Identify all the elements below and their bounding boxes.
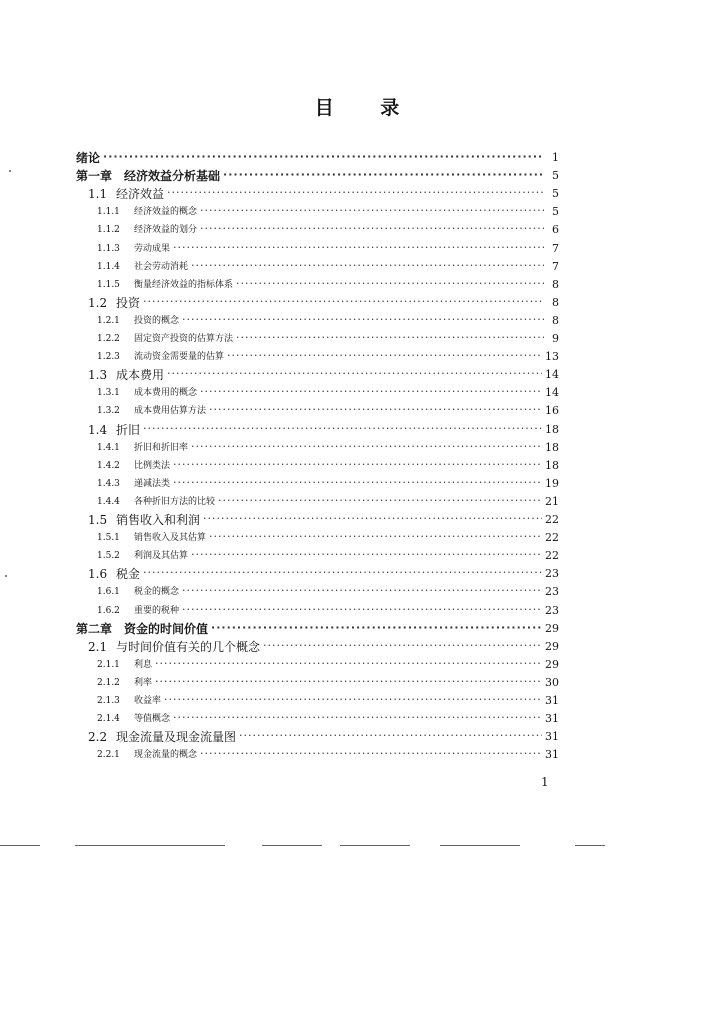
toc-entry-title: 利率 xyxy=(134,677,153,688)
dot-leader xyxy=(167,366,542,384)
toc-entry xyxy=(76,149,559,167)
dot-leader xyxy=(182,583,542,601)
dot-leader xyxy=(173,710,542,728)
toc-entry-number: 1.6 xyxy=(88,567,108,582)
toc-entry xyxy=(88,565,559,583)
toc-entry-page: 22 xyxy=(545,531,559,545)
toc-entry xyxy=(97,493,559,511)
toc-entry-number: 1.2.1 xyxy=(97,315,120,326)
toc-entry-number: 2.1.3 xyxy=(97,696,120,706)
toc-entry-title: 现金流量及现金流量图 xyxy=(116,730,237,745)
toc-entry-number: 1.5.2 xyxy=(97,551,120,562)
dot-leader xyxy=(200,203,544,221)
toc-entry-number: 2.1.4 xyxy=(97,714,120,725)
toc-entry-heading xyxy=(76,620,208,638)
toc-entry xyxy=(97,402,559,420)
toc-entry-number: 1.1.1 xyxy=(97,207,120,218)
toc-entry-title: 与时间价值有关的几个概念 xyxy=(116,639,261,654)
toc-entry xyxy=(97,312,559,330)
toc-entry-page: 14 xyxy=(545,386,559,400)
toc-entry xyxy=(88,728,559,746)
toc-entry-title: 成本费用 xyxy=(116,368,165,383)
toc-entry-page: 8 xyxy=(552,277,559,291)
toc-entry-number: 2.1.1 xyxy=(97,659,120,670)
scan-artifact-line xyxy=(440,845,520,846)
toc-entry-page: 5 xyxy=(552,205,559,219)
toc-entry-title: 现金流量的概念 xyxy=(134,750,198,761)
toc-entry-heading xyxy=(97,384,197,402)
toc-entry-number: 1.3 xyxy=(88,368,108,383)
toc-entry xyxy=(88,185,559,203)
dot-leader xyxy=(209,529,542,547)
toc-entry-heading xyxy=(97,692,161,710)
dot-leader xyxy=(143,294,544,312)
scan-speck xyxy=(9,170,11,172)
toc-entry-heading xyxy=(97,493,215,511)
toc-entry-heading xyxy=(97,583,179,601)
toc-entry xyxy=(88,421,559,439)
dot-leader xyxy=(191,547,542,565)
scan-artifact-line xyxy=(75,845,225,846)
toc-entry-number: 1.4.2 xyxy=(97,460,120,471)
toc-entry-number: 1.5 xyxy=(88,513,108,527)
toc-entry xyxy=(97,475,559,493)
toc-entry xyxy=(97,384,559,402)
toc-entry xyxy=(97,258,559,276)
toc-entry-number: 1.2 xyxy=(88,295,108,310)
toc-entry-page: 21 xyxy=(545,494,559,508)
toc-entry-title: 投资 xyxy=(116,295,141,310)
toc-entry xyxy=(97,203,559,221)
toc-entry-heading xyxy=(88,185,164,203)
toc-entry-title: 递减法类 xyxy=(134,478,171,489)
toc-entry-page: 23 xyxy=(545,567,559,581)
toc-entry-title: 成本费用的概念 xyxy=(134,388,198,399)
toc-entry-title: 劳动成果 xyxy=(134,243,171,254)
toc-entry-heading xyxy=(97,475,170,493)
toc-entry xyxy=(88,294,559,312)
dot-leader xyxy=(182,602,542,620)
dot-leader xyxy=(239,728,542,746)
toc-entry-heading xyxy=(97,457,170,475)
dot-leader xyxy=(200,384,542,402)
toc-entry-page: 1 xyxy=(552,151,559,164)
toc-entry-heading xyxy=(88,638,260,656)
toc-entry xyxy=(97,276,559,294)
toc-entry-page: 22 xyxy=(545,513,559,526)
toc-entry-title: 销售收入及其估算 xyxy=(134,533,207,544)
toc-entry-heading xyxy=(97,439,188,457)
toc-entry-page: 5 xyxy=(552,169,559,183)
toc-entry xyxy=(97,583,559,601)
toc-entry xyxy=(97,240,559,258)
dot-leader xyxy=(164,692,542,710)
toc-entry xyxy=(97,692,559,710)
toc-entry xyxy=(97,457,559,475)
toc-entry-heading xyxy=(88,565,140,583)
dot-leader xyxy=(155,656,542,674)
toc-entry-title: 成本费用估算方法 xyxy=(134,406,207,417)
scan-artifact-line xyxy=(262,845,322,846)
page-title: 目 录 xyxy=(314,97,420,119)
toc-entry-page: 31 xyxy=(545,712,559,726)
toc-entry-number: 1.4.1 xyxy=(97,442,120,453)
toc-entry-heading xyxy=(97,276,233,294)
toc-entry-page: 23 xyxy=(545,603,559,617)
toc-entry-title: 利息 xyxy=(134,659,153,670)
dot-leader xyxy=(155,674,542,692)
toc-entry-heading xyxy=(88,421,140,439)
toc-entry-number: 1.5.1 xyxy=(97,533,120,544)
toc-entry-title: 经济效益的划分 xyxy=(134,225,198,236)
toc-entry-title: 税金的概念 xyxy=(134,587,180,598)
toc-entry-number: 1.4 xyxy=(88,422,108,437)
toc-entry-number: 1.2.3 xyxy=(97,352,120,363)
toc-entry-number: 1.1.3 xyxy=(97,243,120,254)
toc-entry-heading xyxy=(97,348,224,366)
dot-leader xyxy=(173,240,544,258)
toc-entry-page: 18 xyxy=(545,440,559,454)
toc-entry xyxy=(97,674,559,692)
toc-entry-number: 1.3.1 xyxy=(97,388,120,399)
toc-entry-heading xyxy=(97,529,206,547)
toc-entry-number: 1.1 xyxy=(88,187,108,202)
toc-entry-page: 29 xyxy=(545,621,559,635)
toc-entry-title: 社会劳动消耗 xyxy=(134,261,189,272)
toc-entry-page: 23 xyxy=(545,585,559,599)
dot-leader xyxy=(218,493,542,511)
scan-artifact-line xyxy=(0,845,40,846)
toc-entry-heading xyxy=(97,258,188,276)
toc-entry xyxy=(76,167,559,185)
toc-entry xyxy=(88,638,559,656)
toc-entry-page: 9 xyxy=(552,332,559,345)
dot-leader xyxy=(236,330,544,348)
toc-entry-heading xyxy=(97,602,179,620)
scan-artifact-line xyxy=(575,845,605,846)
toc-entry-page: 6 xyxy=(552,223,559,237)
toc-entry-title: 经济效益 xyxy=(116,187,165,202)
toc-entry-page: 29 xyxy=(545,639,559,653)
toc-entry-title: 等值概念 xyxy=(134,714,171,725)
toc-entry-title: 各种折旧方法的比较 xyxy=(134,496,216,507)
toc-entry xyxy=(97,547,559,565)
toc-entry-number: 第二章 xyxy=(76,621,113,636)
toc-entry-title: 销售收入和利润 xyxy=(116,513,201,527)
toc-entry-heading xyxy=(97,547,188,565)
scan-speck xyxy=(5,575,7,577)
toc-entry-page: 31 xyxy=(545,730,559,744)
toc-entry-number: 1.1.5 xyxy=(97,279,120,290)
toc-entry-page: 22 xyxy=(545,549,559,563)
toc-entry-heading xyxy=(97,203,197,221)
toc-entry-heading xyxy=(76,149,100,167)
toc-entry-heading xyxy=(88,511,200,529)
scan-artifact-line xyxy=(340,845,410,846)
toc-entry-heading xyxy=(97,674,152,692)
toc-entry xyxy=(88,366,559,384)
toc-entry-title: 固定资产投资的估算方法 xyxy=(134,334,234,344)
dot-leader xyxy=(143,421,542,439)
page-number: 1 xyxy=(541,775,549,789)
toc-entry-page: 19 xyxy=(545,476,559,490)
toc-entry-title: 收益率 xyxy=(134,696,162,706)
toc-entry-title: 折旧 xyxy=(116,422,141,437)
toc-entry-page: 31 xyxy=(545,748,559,762)
toc-entry-heading xyxy=(97,402,206,420)
dot-leader xyxy=(103,149,544,167)
toc-entry-title: 绪论 xyxy=(76,151,101,165)
toc-entry-heading xyxy=(88,728,236,746)
toc-entry-heading xyxy=(97,710,170,728)
toc-entry-number: 1.4.3 xyxy=(97,478,120,489)
dot-leader xyxy=(167,185,544,203)
toc-entry-title: 投资的概念 xyxy=(134,315,180,326)
toc-entry xyxy=(97,348,559,366)
toc-entry-title: 税金 xyxy=(116,567,141,582)
toc-entry-page: 5 xyxy=(552,187,559,201)
toc-entry-title: 重要的税种 xyxy=(134,605,180,616)
toc-entry-page: 7 xyxy=(552,241,559,255)
toc-entry-number: 2.1.2 xyxy=(97,677,120,688)
dot-leader xyxy=(200,746,542,764)
dot-leader xyxy=(191,439,542,457)
toc-entry-page: 14 xyxy=(545,368,559,382)
toc-entry-page: 13 xyxy=(545,350,559,364)
toc-entry-number: 1.6.1 xyxy=(97,587,120,598)
toc-entry-number: 2.2.1 xyxy=(97,750,120,761)
toc-entry-number: 1.1.2 xyxy=(97,225,120,236)
toc-entry xyxy=(97,602,559,620)
toc-entry-title: 衡量经济效益的指标体系 xyxy=(134,279,234,290)
toc-entry-title: 经济效益分析基础 xyxy=(124,169,221,184)
toc-entry-number: 1.4.4 xyxy=(97,496,120,507)
dot-leader xyxy=(223,167,544,185)
dot-leader xyxy=(200,221,544,239)
toc-entry-page: 31 xyxy=(545,694,559,707)
toc-entry-number: 2.2 xyxy=(88,730,108,745)
toc-entry-title: 资金的时间价值 xyxy=(124,621,209,636)
toc-entry-number: 1.2.2 xyxy=(97,334,120,344)
toc-entry-title: 比例类法 xyxy=(134,460,171,471)
toc-entry xyxy=(97,529,559,547)
toc-entry-heading xyxy=(97,656,152,674)
toc-entry-heading xyxy=(97,312,179,330)
toc-entry-page: 7 xyxy=(552,259,559,273)
toc-entry-title: 流动资金需要量的估算 xyxy=(134,352,225,363)
toc-entry-title: 经济效益的概念 xyxy=(134,207,198,218)
dot-leader xyxy=(182,312,544,330)
dot-leader xyxy=(263,638,542,656)
toc-entry xyxy=(97,221,559,239)
dot-leader xyxy=(143,565,542,583)
dot-leader xyxy=(191,258,544,276)
toc-entry-heading xyxy=(97,221,197,239)
toc-entry-number: 1.6.2 xyxy=(97,605,120,616)
toc-entry xyxy=(97,330,559,348)
toc-entry xyxy=(76,620,559,638)
toc-entry-title: 利润及其估算 xyxy=(134,551,189,562)
toc-entry-number: 2.1 xyxy=(88,639,108,654)
toc-entry-page: 18 xyxy=(545,422,559,436)
toc-entry-heading xyxy=(88,366,164,384)
toc-entry-heading xyxy=(97,746,197,764)
toc-entry-page: 8 xyxy=(552,313,559,327)
toc-entry xyxy=(97,656,559,674)
toc-entry-heading xyxy=(76,167,220,185)
toc-entry-heading xyxy=(88,294,140,312)
dot-leader xyxy=(209,402,542,420)
toc-entry-page: 29 xyxy=(545,657,559,671)
toc-entry xyxy=(97,439,559,457)
dot-leader xyxy=(173,475,542,493)
dot-leader xyxy=(211,620,542,638)
dot-leader xyxy=(203,511,542,529)
toc-entry-heading xyxy=(97,240,170,258)
dot-leader xyxy=(173,457,542,475)
toc-entry-title: 折旧和折旧率 xyxy=(134,442,189,453)
toc-entry-page: 8 xyxy=(552,295,559,309)
toc-entry xyxy=(97,746,559,764)
toc-entry-number: 1.1.4 xyxy=(97,261,120,272)
toc-entry-number: 1.3.2 xyxy=(97,406,120,417)
toc-entry-page: 30 xyxy=(545,675,559,689)
toc-entry-page: 18 xyxy=(545,458,559,472)
toc-entry xyxy=(88,511,559,529)
toc-entry xyxy=(97,710,559,728)
toc-entry-heading xyxy=(97,330,233,348)
dot-leader xyxy=(227,348,542,366)
toc-entry-number: 第一章 xyxy=(76,169,113,184)
toc-entry-page: 16 xyxy=(545,404,559,418)
dot-leader xyxy=(236,276,544,294)
